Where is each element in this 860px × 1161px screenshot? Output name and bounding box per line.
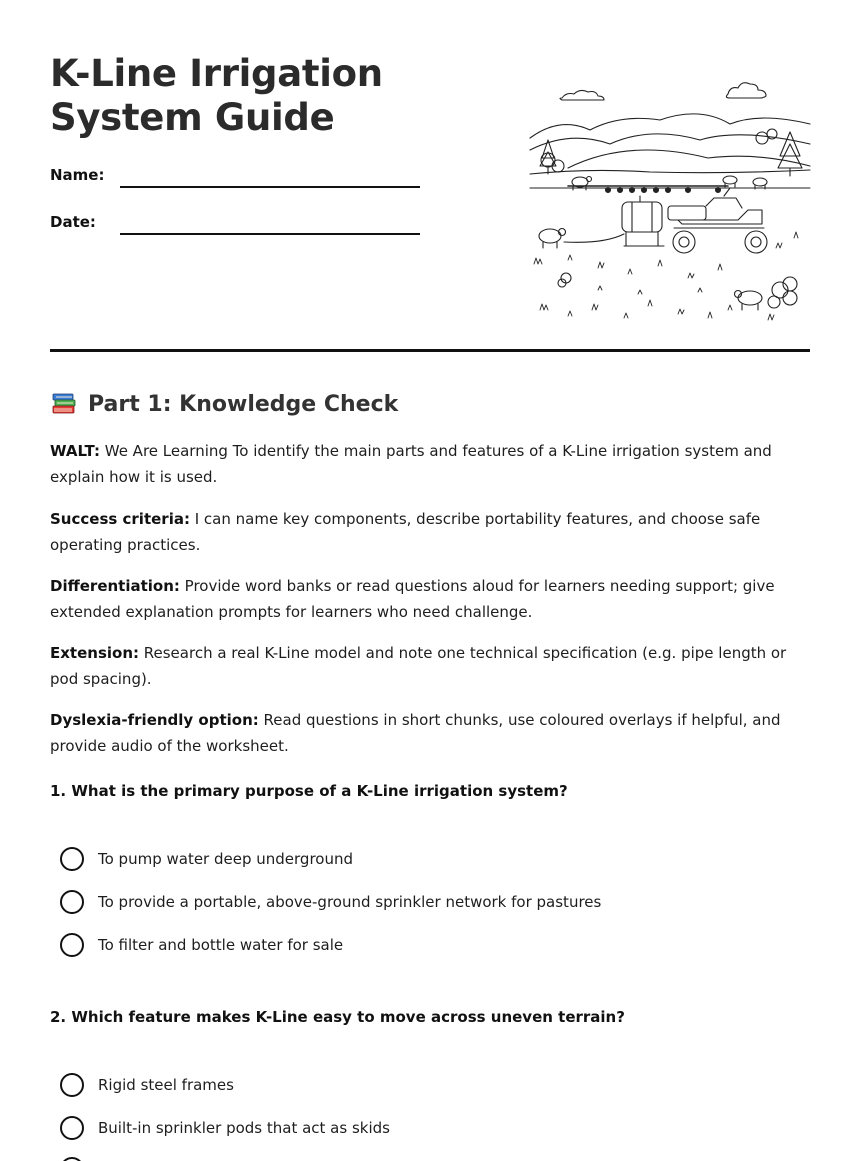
walt-label: WALT: [50,442,100,460]
date-label: Date: [50,213,96,231]
pasture-illustration [528,78,812,330]
q1-option-1-label: To pump water deep underground [98,850,353,868]
date-input-line[interactable] [120,233,420,235]
dys-label: Dyslexia-friendly option: [50,711,259,729]
q1-option-3[interactable] [60,932,343,958]
success-criteria-paragraph [50,506,810,558]
q1-option-3-label: To filter and bottle water for sale [98,936,344,954]
page-title: K-Line Irrigation System Guide [50,52,383,139]
header-divider [50,349,810,352]
sheep-icon-front [539,229,566,249]
q2-option-3-partial[interactable] [60,1156,84,1161]
q1-option-1[interactable] [60,846,353,872]
sheep-icon-bottom [735,291,763,311]
radio-button[interactable] [60,847,84,871]
radio-button[interactable] [60,933,84,957]
radio-button[interactable] [60,1073,84,1097]
ext-label: Extension: [50,644,139,662]
name-label: Name: [50,166,105,184]
date-field[interactable] [50,213,430,237]
q2-option-2[interactable] [60,1115,390,1141]
q2-option-1[interactable] [60,1072,234,1098]
success-label: Success criteria: [50,510,190,528]
dys-text: Read questions in short chunks, use coloured overlays if helpful, and provide audio of the worksheet. [50,711,781,755]
radio-button[interactable] [60,1157,84,1161]
name-field[interactable] [50,166,430,190]
water-tank-icon [622,196,664,246]
question-1: 1. What is the primary purpose of a K-Line irrigation system? [50,782,568,800]
radio-button[interactable] [60,1116,84,1140]
ext-text: Research a real K-Line model and note one technical specification (e.g. pipe length or pod spacing). [50,644,787,688]
differentiation-paragraph [50,573,810,625]
q2-option-2-label: Built-in sprinkler pods that act as skids [98,1119,390,1137]
question-2: 2. Which feature makes K-Line easy to move across uneven terrain? [50,1008,625,1026]
quad-bike-icon [668,188,767,253]
name-input-line[interactable] [120,186,420,188]
cloud-right [726,83,766,98]
radio-button[interactable] [60,890,84,914]
walt-text: We Are Learning To identify the main parts and features of a K-Line irrigation system and explain how it is used. [50,442,772,486]
cloud-left [560,90,604,100]
success-text: I can name key components, describe portability features, and choose safe operating practices. [50,510,761,554]
part1-heading [50,388,398,420]
bush-icon [768,277,797,308]
part1-heading-text: Part 1: Knowledge Check [88,391,399,417]
extension-paragraph [50,640,810,692]
diff-label: Differentiation: [50,577,180,595]
dyslexia-paragraph [50,707,810,759]
books-icon [50,390,78,418]
walt-paragraph [50,438,810,490]
q2-option-1-label: Rigid steel frames [98,1076,234,1094]
kline-pipe-icon [568,186,728,193]
q1-option-2[interactable] [60,889,601,915]
diff-text: Provide word banks or read questions aloud for learners needing support; give extended explanation prompts for learners who need challenge. [50,577,775,621]
q1-option-2-label: To provide a portable, above-ground sprinkler network for pastures [98,893,602,911]
